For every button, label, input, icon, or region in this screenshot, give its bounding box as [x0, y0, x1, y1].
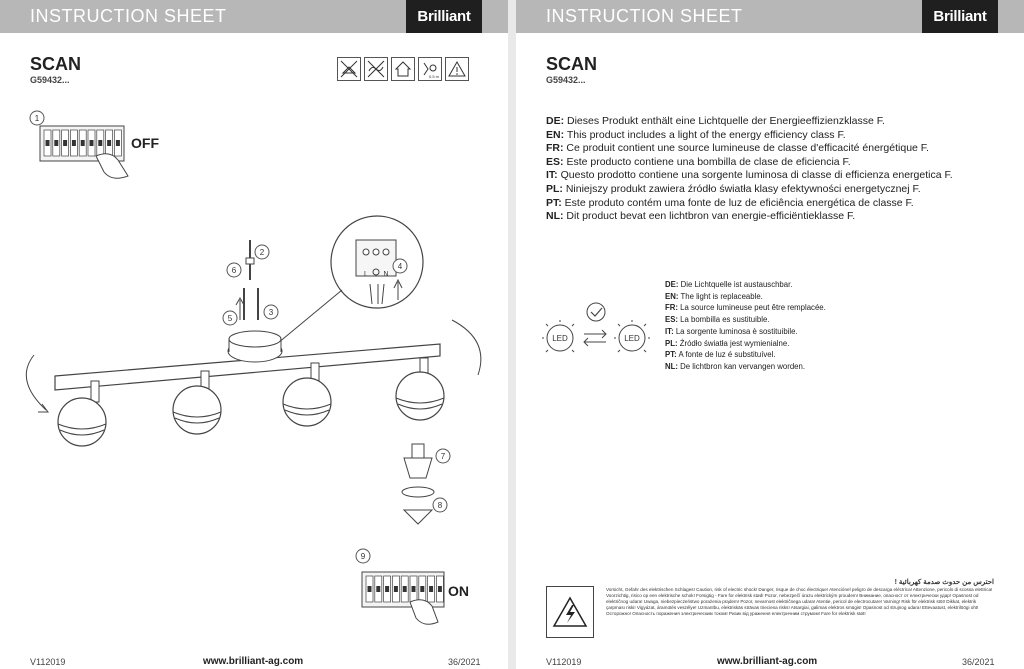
check-icon: [587, 303, 605, 321]
brilliant-logo: Brilliant: [406, 0, 482, 33]
right-footer-date: 36/2021: [962, 657, 995, 667]
led-bulb-icon-right: [614, 320, 650, 352]
terminal-n-label: N: [383, 271, 389, 278]
step-5-circle: [223, 311, 237, 325]
replaceable-line: FR: La source lumineuse peut être remplacée.: [665, 303, 826, 313]
energy-class-list: [546, 115, 953, 224]
left-page: [0, 0, 508, 669]
left-header-title: INSTRUCTION SHEET: [30, 6, 227, 26]
replaceable-list: [665, 279, 826, 373]
page-gutter: [508, 0, 516, 669]
step-8-circle: [433, 498, 447, 512]
led-swap-illustration: [542, 300, 672, 370]
svg-text:LED: LED: [624, 334, 640, 343]
replaceable-line: IT: La sorgente luminosa è sostituibile.: [665, 326, 798, 336]
svg-text:4: 4: [397, 262, 403, 271]
svg-text:3: 3: [268, 308, 274, 317]
fixture-bar: [55, 331, 440, 390]
installation-diagram: [0, 0, 508, 669]
svg-text:5: 5: [227, 314, 233, 323]
energy-line: NL: Dit product bevat een lichtbron van energie-efficiëntieklasse F.: [546, 210, 856, 223]
energy-line: FR: Ce produit contient une source lumineuse de classe d'efficacité énergétique F.: [546, 142, 929, 155]
left-footer-version: V112019: [30, 657, 66, 667]
energy-line: DE: Dieses Produkt enthält eine Lichtquelle der Energieeffizienzklasse F.: [546, 115, 885, 127]
right-header-title: INSTRUCTION SHEET: [546, 6, 743, 26]
replaceable-line: NL: De lichtbron kan vervangen worden.: [665, 361, 805, 371]
switch-off-label: OFF: [131, 135, 159, 151]
energy-line: IT: Questo prodotto contiene una sorgente luminosa di classe di efficienza energetica F.: [546, 169, 953, 182]
switch-on-label: ON: [448, 583, 469, 599]
warning-arabic: احترس من حدوث صدمة كهربائية !: [894, 579, 994, 586]
energy-line: EN: This product includes a light of the energy efficiency class F.: [546, 128, 846, 141]
energy-line: PL: Niniejszy produkt zawiera źródło światła klasy efektywności energetycznej F.: [546, 182, 921, 195]
rotate-arrow-right: [452, 320, 481, 375]
step-4-circle: [393, 259, 407, 273]
rotate-arrow-left: [26, 355, 46, 410]
left-product-code: G59432...: [30, 75, 70, 85]
svg-text:2: 2: [259, 248, 265, 257]
led-bulb-icon-left: [542, 320, 574, 352]
spotlight-head: [58, 381, 106, 446]
replaceable-line: PT: A fonte de luz é substituível.: [665, 350, 776, 360]
electric-shock-warning-icon: [546, 586, 594, 638]
energy-line: ES: Este producto contiene una bombilla de clase de eficiencia F.: [546, 155, 851, 168]
replaceable-line: PL: Źródło światła jest wymienialne.: [665, 338, 790, 348]
svg-text:LED: LED: [552, 334, 568, 343]
breaker-panel-off: [40, 126, 128, 178]
spotlight-head: [173, 371, 221, 434]
step-2-circle: [255, 245, 269, 259]
svg-text:7: 7: [440, 452, 446, 461]
right-footer-url[interactable]: www.brilliant-ag.com: [717, 656, 818, 667]
right-product-code: G59432...: [546, 75, 586, 85]
terminal-detail: [272, 216, 423, 348]
left-footer-url[interactable]: www.brilliant-ag.com: [203, 656, 304, 667]
step-7-circle: [436, 449, 450, 463]
warning-multilang: Vorsicht, Gefahr des elektrischen Schlages! Caution, risk of electric shock! Danger, risque de choc électrique! Atenciónel peligro de descarga eléctrica! Attenzione, pericolo di scossa elettrica! Voorzichtig, risico op een elektrische schok! Forsigtig - Fare for elektrisk stød! Pozor, nebezpečí úrazu elektrickým proudem! Внимание, опасност от електрически удар! Opasnost od električnog udara! Uwaga, niebezpieczeństwo porażenia prądem! Pozor, nevarnost električnega udara! Atentie, pericol de electrocutare! Varning! Risk för elektrisk stöt! Dikkat, elektrik çarpması riski! Vigyázat, áramütés veszélye! Uzmanību, elektriskās strāvas trieciena risks! Atsargiai, galimas elektros smūgis! Opasnost od strujnog udara! Ettevaatust, elektrilöögi oht! Осторожно! Опасность поражения электрическим током! Ризик від ураження електричним струмом! Fare for elektrisk støt!: [606, 587, 993, 617]
breaker-panel-on: [362, 572, 444, 624]
step-1-circle: [30, 111, 44, 125]
right-header-bar: [516, 0, 1024, 33]
replaceable-line: EN: The light is replaceable.: [665, 291, 763, 301]
energy-line: PT: Este produto contém uma fonte de luz de eficiência energética de classe F.: [546, 196, 914, 209]
step-1-number: 1: [34, 114, 40, 123]
replaceable-line: DE: Die Lichtquelle ist austauschbar.: [665, 280, 793, 289]
spotlight-head: [396, 358, 444, 420]
replaceable-line: ES: La bombilla es sustituible.: [665, 315, 770, 325]
step-9-circle: [356, 549, 370, 563]
brilliant-logo-right: Brilliant: [922, 0, 998, 33]
right-product-name: SCAN: [546, 54, 598, 74]
step-3-circle: [264, 305, 278, 319]
svg-text:6: 6: [231, 266, 237, 275]
terminal-l-label: L: [364, 271, 368, 278]
step-6-circle: [227, 263, 241, 277]
right-footer-version: V112019: [546, 657, 582, 667]
right-page: [516, 0, 1024, 669]
svg-text:0.5 m: 0.5 m: [429, 74, 440, 79]
swap-arrows-icon: [584, 330, 606, 346]
svg-text:8: 8: [437, 501, 443, 510]
bulb-detail: [402, 444, 434, 524]
warning-text-block: [606, 578, 994, 617]
spotlight-head: [283, 363, 331, 426]
left-footer-date: 36/2021: [448, 657, 481, 667]
svg-text:9: 9: [360, 552, 366, 561]
left-product-name: SCAN: [30, 54, 82, 74]
